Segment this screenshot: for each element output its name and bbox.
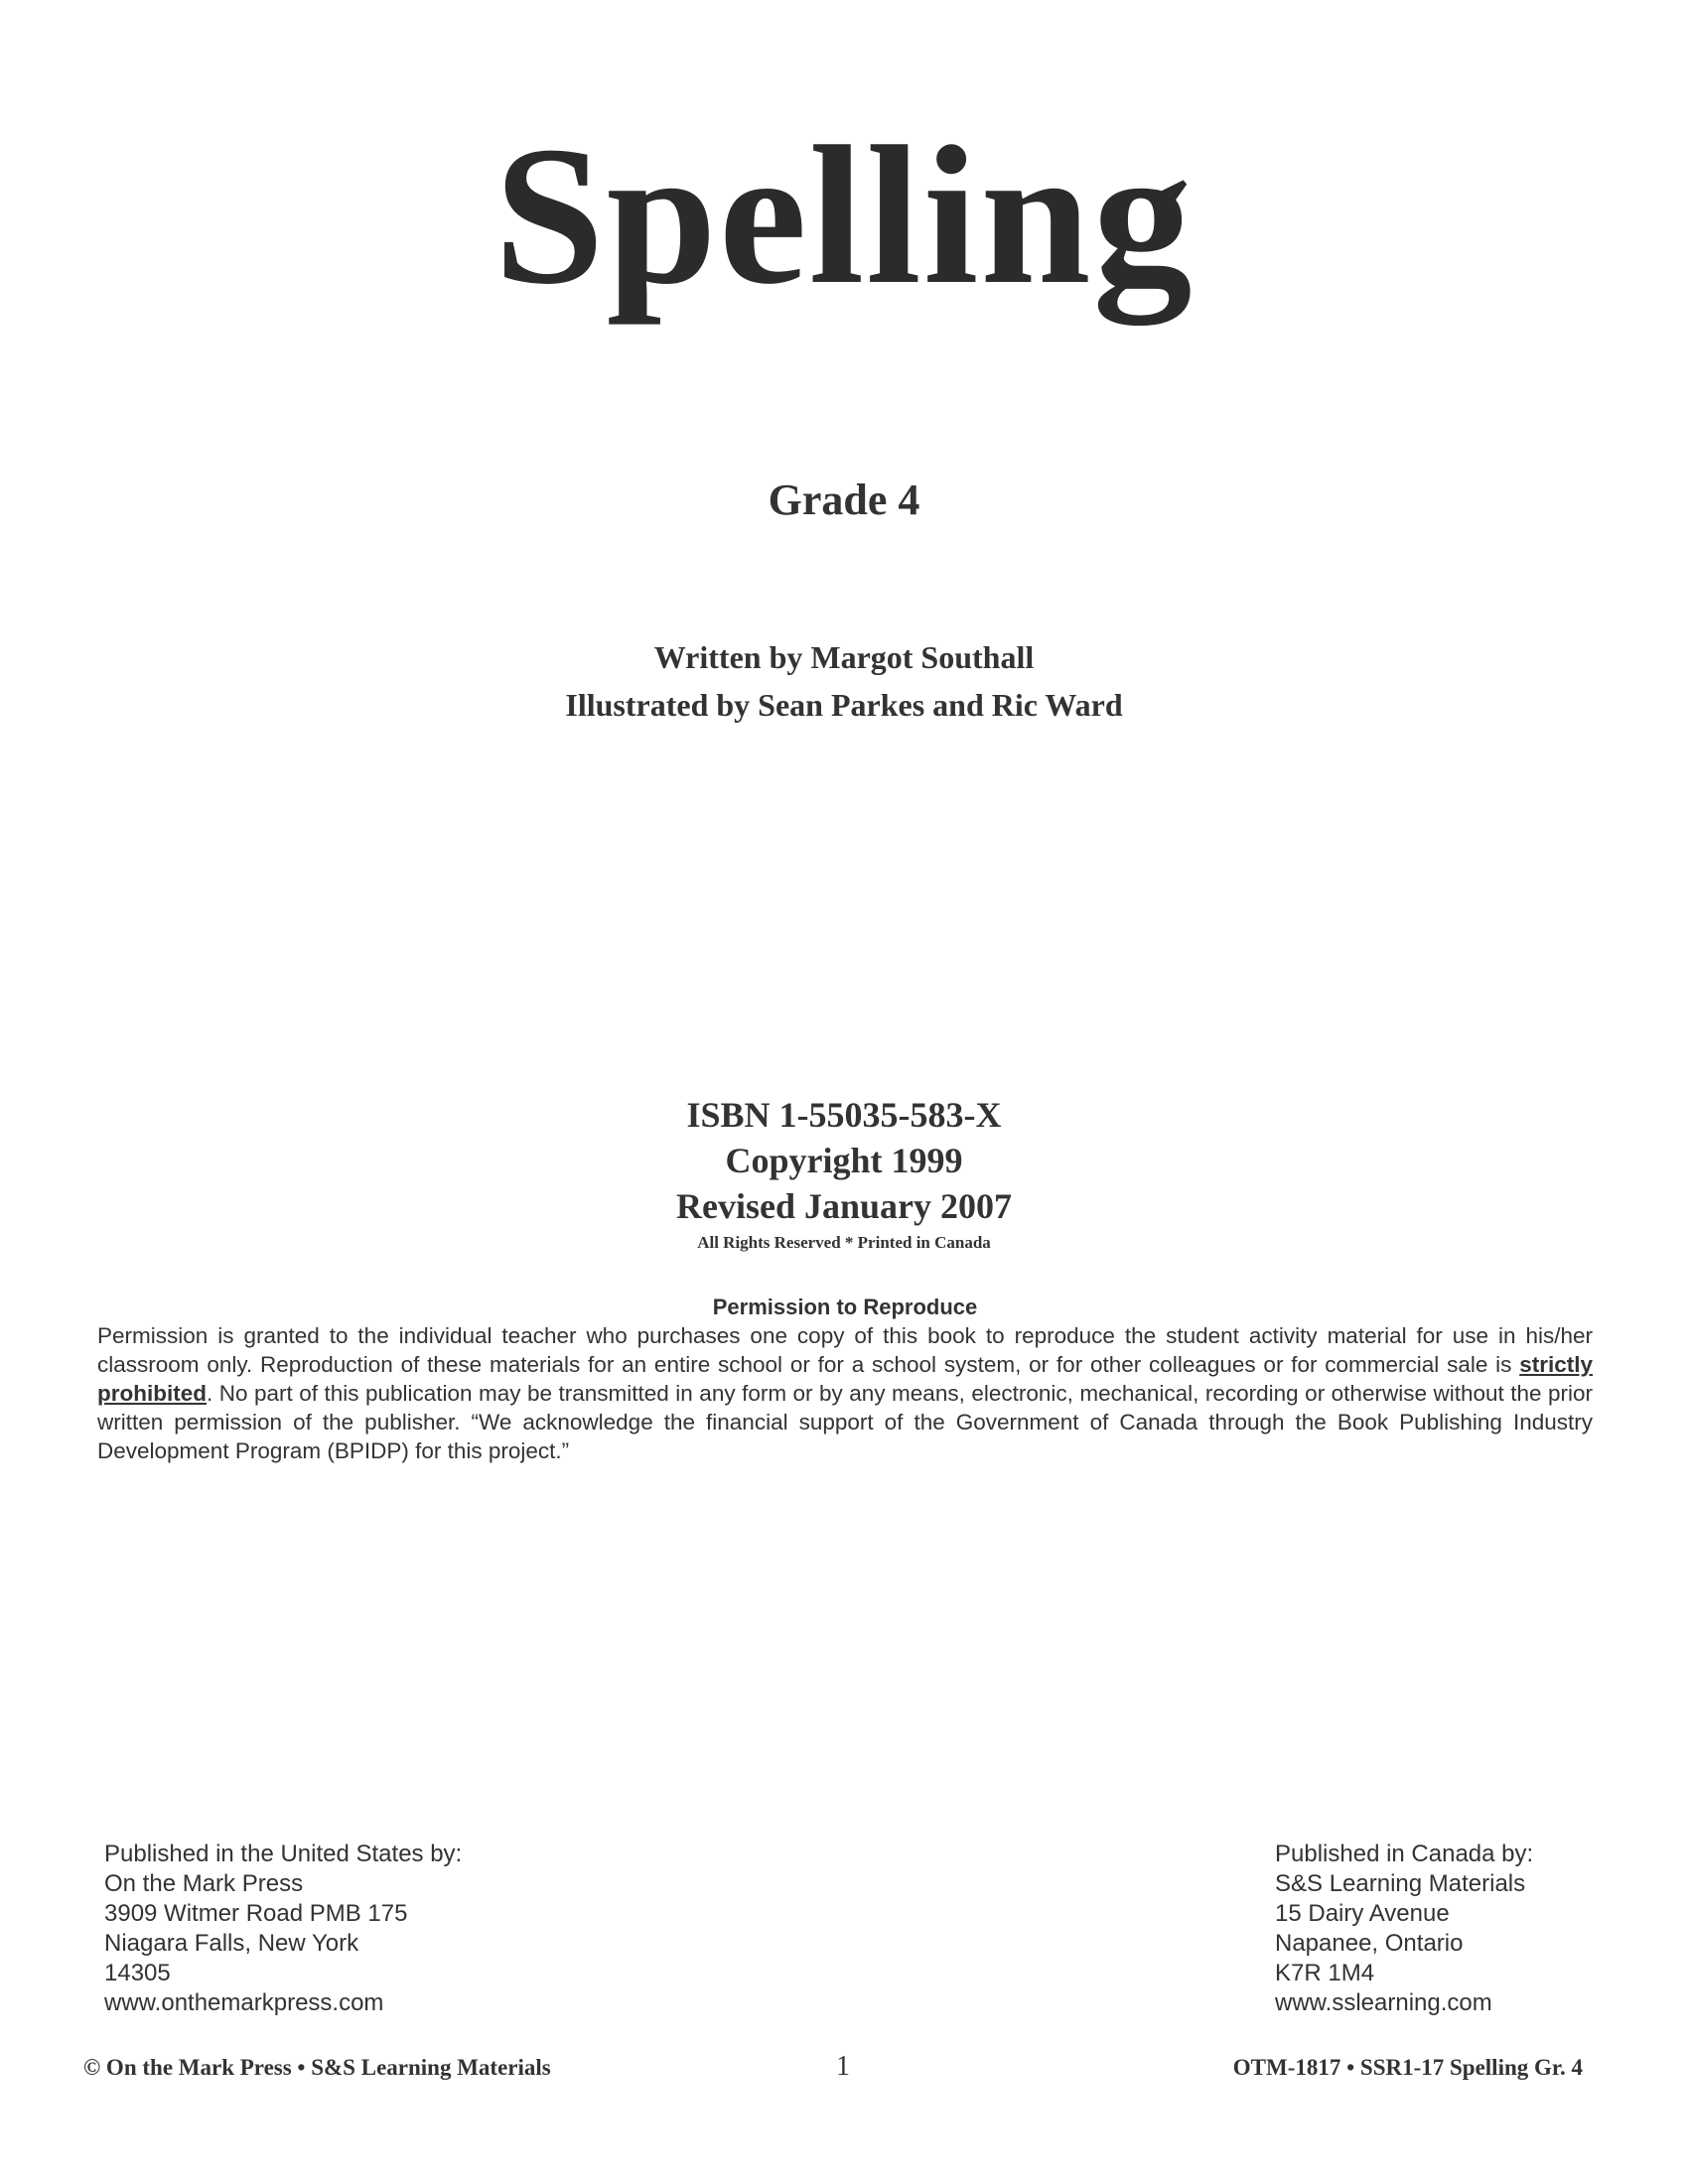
author-credit: Written by Margot Southall xyxy=(653,639,1035,675)
canada-publisher-postal: K7R 1M4 xyxy=(1275,1960,1375,1986)
us-publisher-city: Niagara Falls, New York xyxy=(104,1930,359,1957)
isbn: ISBN 1-55035-583-X xyxy=(686,1095,1002,1135)
us-publisher-postal: 14305 xyxy=(104,1960,171,1986)
permission-heading: Permission to Reproduce xyxy=(712,1295,978,1319)
revised-date: Revised January 2007 xyxy=(675,1186,1012,1226)
credits xyxy=(0,633,1688,729)
publication-info xyxy=(0,1092,1688,1255)
copyright: Copyright 1999 xyxy=(725,1141,963,1180)
canada-publisher-street: 15 Dairy Avenue xyxy=(1275,1900,1450,1927)
permission-section xyxy=(97,1294,1593,1465)
permission-text-end: . No part of this publication may be transmitted in any form or by any means, electronic, mechanical, recording or otherwise without the prior written permission of the publisher. “We acknowledge the financial support of the Government of Canada through the Book Publishing Industry Development Program (BPIDP) for this project.” xyxy=(97,1381,1593,1463)
us-publisher-heading: Published in the United States by: xyxy=(104,1841,463,1867)
page-title: Spelling xyxy=(493,106,1195,326)
canada-publisher-address xyxy=(1275,1840,1533,2018)
us-publisher-name: On the Mark Press xyxy=(104,1870,304,1897)
canada-publisher-website: www.sslearning.com xyxy=(1275,1989,1492,2016)
grade-level: Grade 4 xyxy=(768,476,920,524)
footer-product-code: OTM-1817 • SSR1-17 Spelling Gr. 4 xyxy=(1232,2055,1583,2080)
permission-emphasis: strictly prohibited xyxy=(97,1352,1593,1406)
us-publisher-street: 3909 Witmer Road PMB 175 xyxy=(104,1900,408,1927)
illustrator-credit: Illustrated by Sean Parkes and Ric Ward xyxy=(565,687,1123,723)
permission-text-start: Permission is granted to the individual teacher who purchases one copy of this book to reproduce the student activity material for use in his/her classroom only. Reproduction of these materials for an entire school or for a school system, or for other colleagues or for commercial sale is xyxy=(97,1323,1593,1377)
page-number: 1 xyxy=(836,2051,850,2082)
us-publisher-address xyxy=(104,1840,462,2018)
canada-publisher-heading: Published in Canada by: xyxy=(1275,1841,1534,1867)
rights-notice: All Rights Reserved * Printed in Canada xyxy=(697,1233,991,1252)
canada-publisher-name: S&S Learning Materials xyxy=(1275,1870,1526,1897)
canada-publisher-city: Napanee, Ontario xyxy=(1275,1930,1464,1957)
footer-copyright: © On the Mark Press • S&S Learning Materials xyxy=(83,2055,551,2080)
permission-body xyxy=(97,1321,1593,1465)
us-publisher-website: www.onthemarkpress.com xyxy=(104,1989,384,2016)
